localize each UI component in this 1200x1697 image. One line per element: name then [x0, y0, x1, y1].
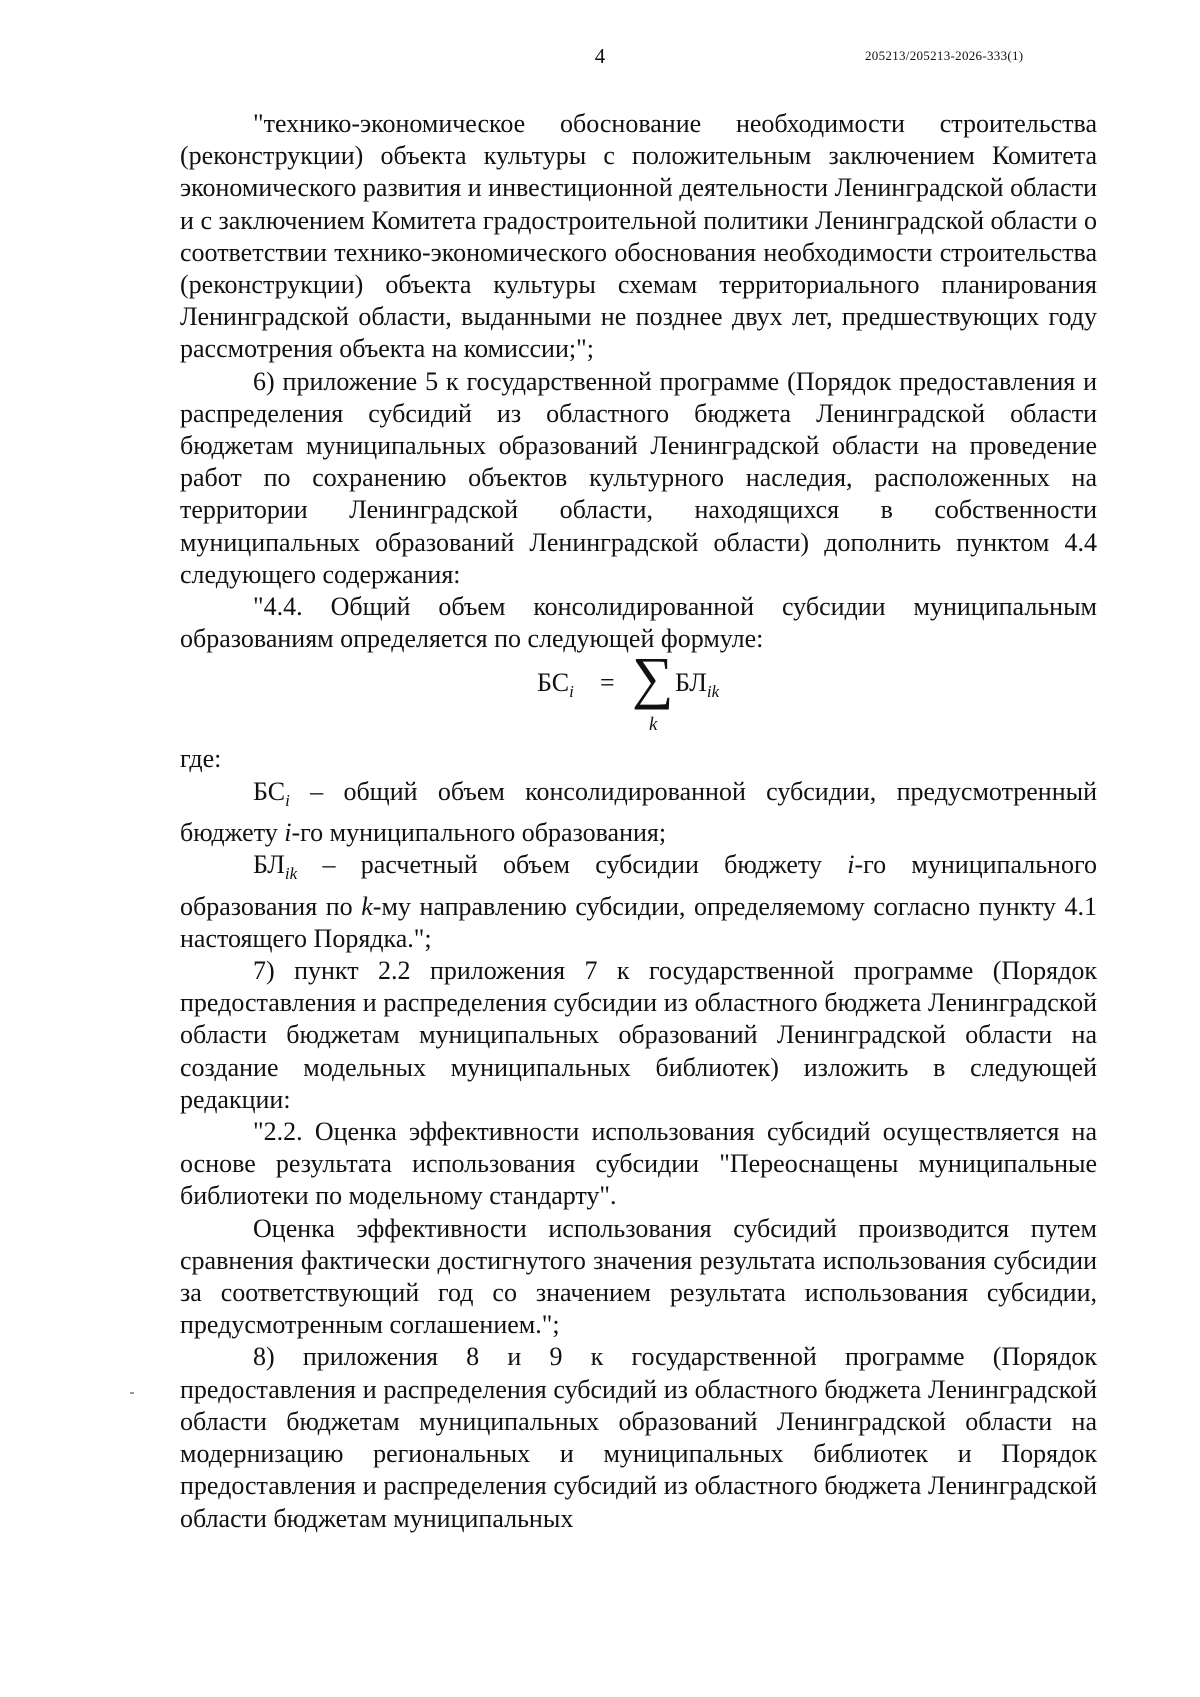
- definition-bl: $БЛ_{ik}$ – расчетный объем субсидии бюджету i-го муниципального образования по k-му направлению субсидии, определяемому согласно пункту 4.1 настоящего Порядка.";: [180, 850, 1097, 953]
- formula-lhs: $БС_i$: [537, 668, 574, 702]
- paragraph-4-4: "4.4. Общий объем консолидированной субсидии муниципальным образованиям определяется по следующей формуле:: [180, 592, 1097, 654]
- formula-sum-index: k: [649, 714, 658, 736]
- paragraph-item-8: 8) приложения 8 и 9 к государственной программе (Порядок предоставления и распределения субсидий из областного бюджета Ленинградской области бюджетам муниципальных образований Ленинградской области на модернизацию региональных и муниципальных библиотек и Порядок предоставления и распределения субсидий из областного бюджета Ленинградской области бюджетам муниципальных: [180, 1342, 1097, 1533]
- sum-icon: ∑: [632, 645, 674, 711]
- formula-rhs: $БЛ_{ik}$: [675, 668, 720, 702]
- formula: [180, 645, 1097, 743]
- paragraph-item-7: 7) пункт 2.2 приложения 7 к государственной программе (Порядок предоставления и распределения субсидии из областного бюджета Ленинградской области бюджетам муниципальных образований Ленинградской области на создание модельных муниципальных библиотек) изложить в следующей редакции:: [180, 956, 1097, 1114]
- paragraph-tech-justification: "технико-экономическое обоснование необходимости строительства (реконструкции) объекта культуры с положительным заключением Комитета экономического развития и инвестиционной деятельности Ленинградской области и с заключением Комитета градостроительной политики Ленинградской области о соответствии технико-экономического обоснования необходимости строительства (реконструкции) объекта культуры схемам территориального планирования Ленинградской области, выданными не позднее двух лет, предшествующих году рассмотрения объекта на комиссии;";: [180, 109, 1097, 364]
- page-number: 4: [594, 44, 606, 68]
- paragraph-2-2: "2.2. Оценка эффективности использования субсидий осуществляется на основе результата использования субсидии "Переоснащены муниципальные библиотеки по модельному стандарту".: [180, 1117, 1097, 1211]
- document-body: [180, 108, 1097, 1535]
- where-label: где:: [180, 744, 222, 774]
- paragraph-evaluation: Оценка эффективности использования субсидий производится путем сравнения фактически достигнутого значения результата использования субсидии за соответствующий год со значением результата использования субсидии, предусмотренным соглашением.";: [180, 1213, 1097, 1340]
- paragraph-item-6: 6) приложение 5 к государственной программе (Порядок предоставления и распределения субсидий из областного бюджета Ленинградской области бюджетам муниципальных образований Ленинградской области на проведение работ по сохранению объектов культурного наследия, расположенных на территории Ленинградской области, находящихся в собственности муниципальных образований Ленинградской области) дополнить пунктом 4.4 следующего содержания:: [180, 366, 1097, 589]
- scan-mark: [130, 1392, 134, 1394]
- definition-bs: $БС_i$ – общий объем консолидированной субсидии, предусмотренный бюджету i-го муниципального образования;: [180, 776, 1097, 848]
- formula-equals: =: [600, 668, 615, 698]
- document-id: 205213/205213-2026-333(1): [865, 48, 1024, 63]
